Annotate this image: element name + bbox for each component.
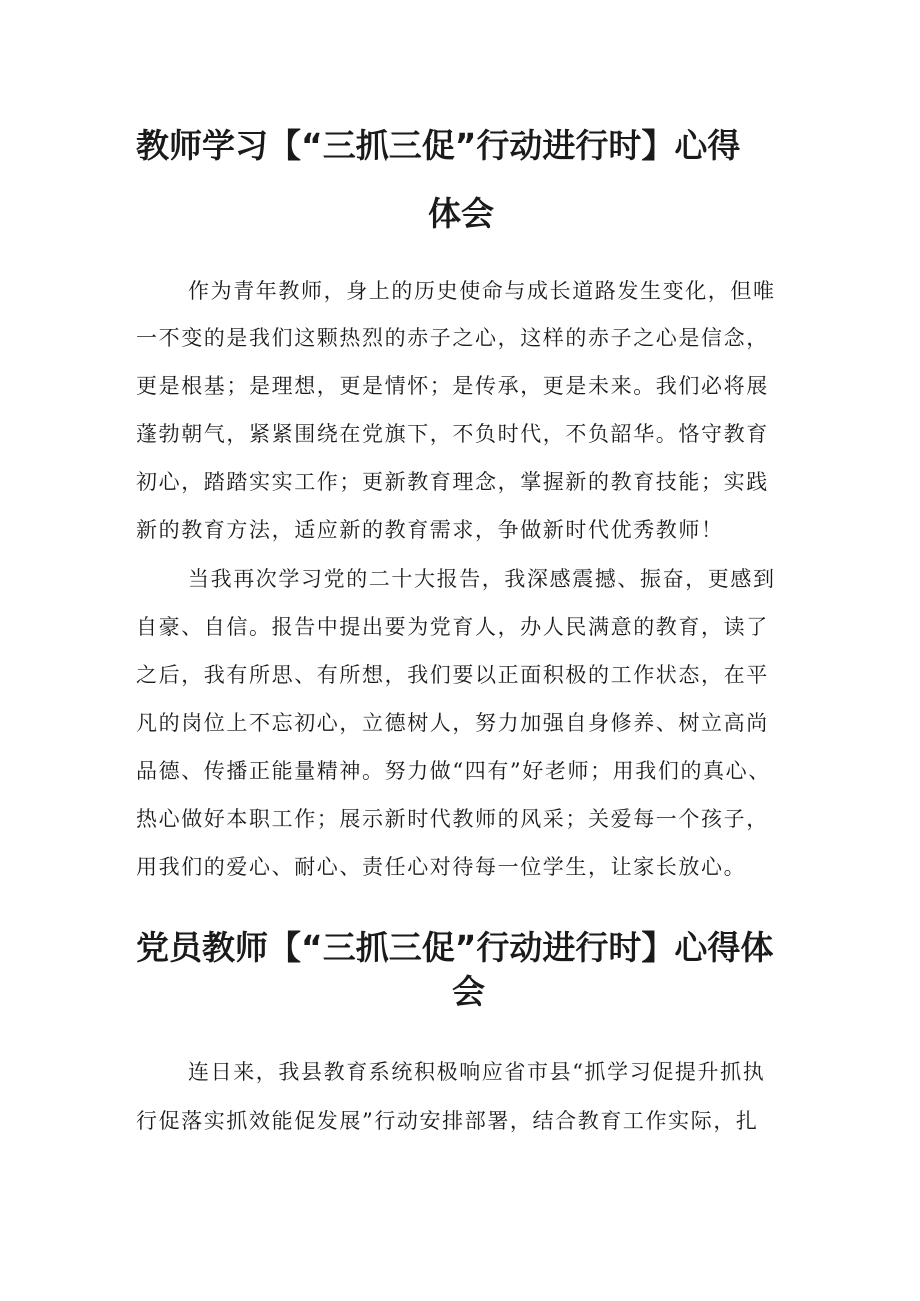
paragraph-line: 凡的岗位上不忘初心，立德树人，努力加强自身修养、树立高尚	[136, 711, 769, 735]
section-2-title-line-2: 会	[452, 972, 485, 1011]
paragraph-line: 作为青年教师，身上的历史使命与成长道路发生变化，但唯	[188, 279, 776, 303]
paragraph-line: 蓬勃朝气，紧紧围绕在党旗下，不负时代，不负韶华。恪守教育	[136, 422, 769, 446]
paragraph-line: 热心做好本职工作；展示新时代教师的风采；关爱每一个孩子，	[136, 807, 769, 831]
paragraph-line: 更是根基；是理想，更是情怀；是传承，更是未来。我们必将展	[136, 374, 769, 398]
paragraph-line: 行促落实抓效能促发展”行动安排部署，结合教育工作实际，扎	[136, 1109, 759, 1133]
section-1-title-line-1: 教师学习【“三抓三促”行动进行时】心得	[136, 126, 741, 165]
paragraph-line: 品德、传播正能量精神。努力做“四有”好老师；用我们的真心、	[136, 759, 771, 783]
section-2-title-line-1: 党员教师【“三抓三促”行动进行时】心得体	[136, 928, 774, 967]
paragraph-line: 之后，我有所思、有所想，我们要以正面积极的工作状态，在平	[136, 663, 769, 687]
paragraph-line: 初心，踏踏实实工作；更新教育理念，掌握新的教育技能；实践	[136, 470, 769, 494]
paragraph-line: 连日来，我县教育系统积极响应省市县“抓学习促提升抓执	[188, 1060, 766, 1084]
paragraph-line: 新的教育方法，适应新的教育需求，争做新时代优秀教师！	[136, 518, 724, 542]
paragraph-line: 当我再次学习党的二十大报告，我深感震撼、振奋，更感到	[188, 567, 776, 591]
section-1-title-line-2: 体会	[428, 194, 494, 233]
paragraph-line: 自豪、自信。报告中提出要为党育人，办人民满意的教育，读了	[136, 615, 769, 639]
paragraph-line: 用我们的爱心、耐心、责任心对待每一位学生，让家长放心。	[136, 855, 747, 879]
paragraph-line: 一不变的是我们这颗热烈的赤子之心，这样的赤子之心是信念，	[136, 326, 769, 350]
